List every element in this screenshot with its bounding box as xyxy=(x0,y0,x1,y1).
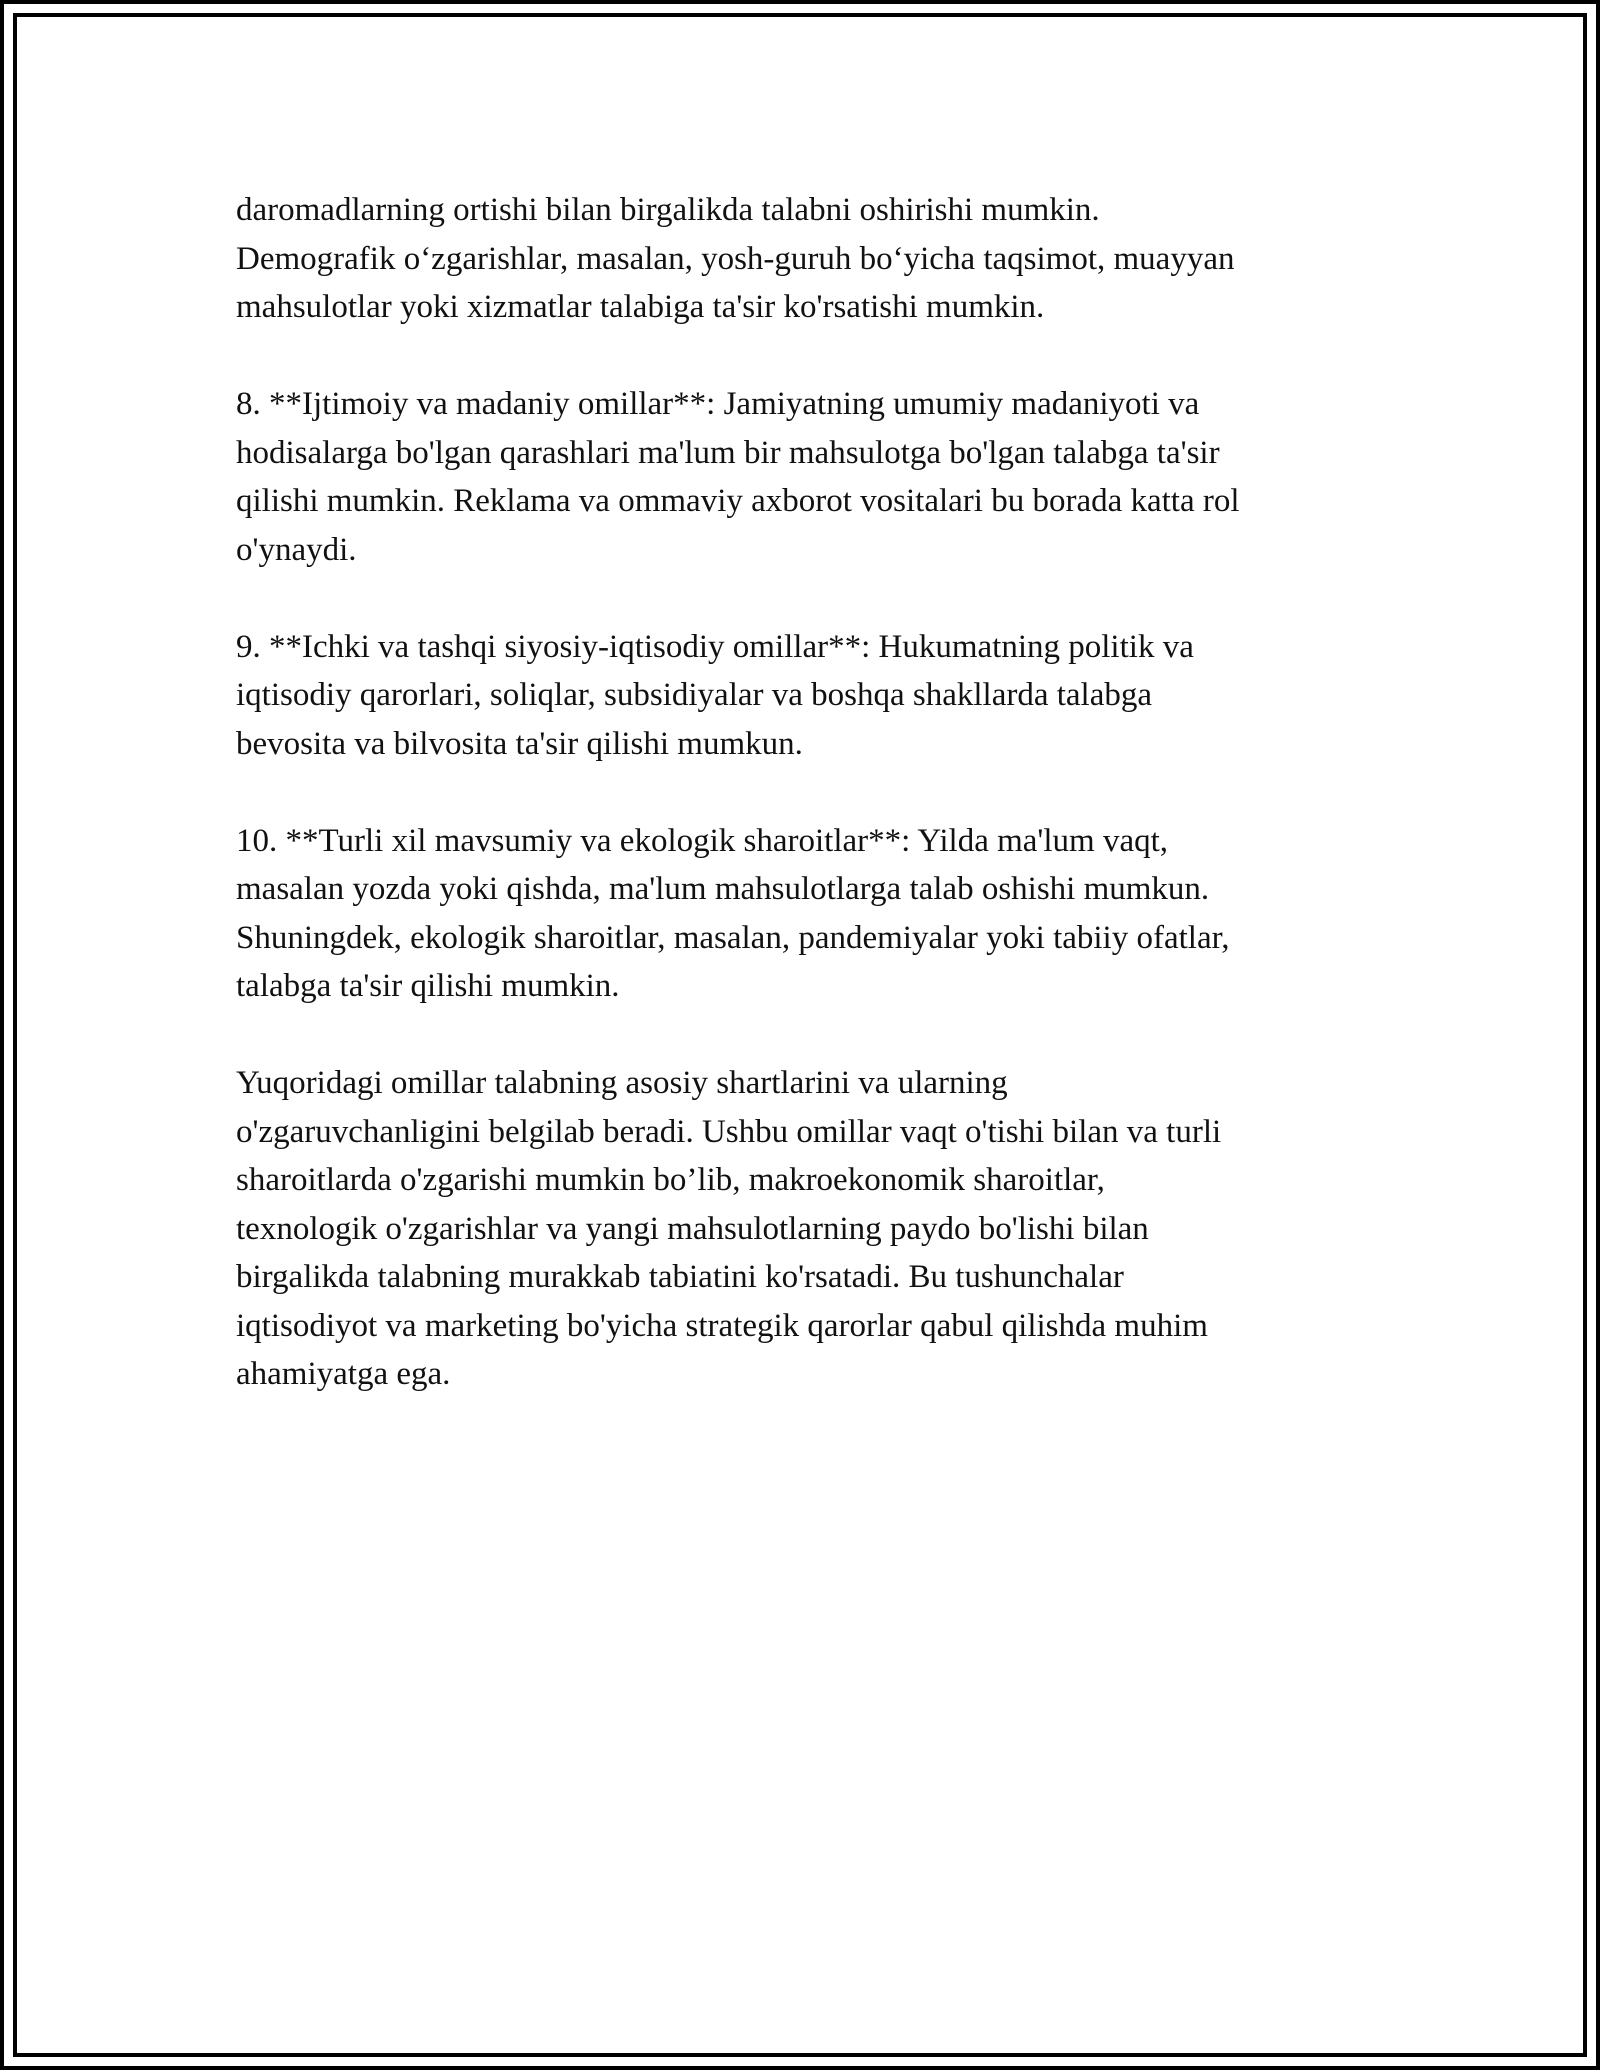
text-line: iqtisodiyot va marketing bo'yicha strategik qarorlar qabul qilishda muhim xyxy=(236,1307,1208,1344)
text-line: hodisalarga bo'lgan qarashlari ma'lum bir mahsulotga bo'lgan talabga ta'sir xyxy=(236,434,1220,471)
paragraph-item-10 xyxy=(236,817,1366,1011)
text-line: masalan yozda yoki qishda, ma'lum mahsulotlarga talab oshishi mumkun. xyxy=(236,871,1210,907)
paragraph-item-9 xyxy=(236,623,1366,769)
text-line: talabga ta'sir qilishi mumkin. xyxy=(236,968,620,1004)
text-line: mahsulotlar yoki xizmatlar talabiga ta'sir ko'rsatishi mumkin. xyxy=(236,289,1045,325)
text-line: 9. **Ichki va tashqi siyosiy-iqtisodiy omillar**: Hukumatning politik va xyxy=(236,628,1194,665)
text-line: 8. **Ijtimoiy va madaniy omillar**: Jamiyatning umumiy madaniyoti va xyxy=(236,386,1200,422)
document-body xyxy=(236,186,1366,1447)
text-line: iqtisodiy qarorlari, soliqlar, subsidiyalar va boshqa shakllarda talabga xyxy=(236,677,1153,713)
text-line: Shuningdek, ekologik sharoitlar, masalan, pandemiyalar yoki tabiiy ofatlar, xyxy=(236,919,1230,956)
text-line: o'ynaydi. xyxy=(236,531,357,568)
text-line: sharoitlarda o'zgarishi mumkin bo’lib, makroekonomik sharoitlar, xyxy=(236,1162,1105,1198)
text-line: birgalikda talabning murakkab tabiatini ko'rsatadi. Bu tushunchalar xyxy=(236,1259,1124,1295)
text-line: ahamiyatga ega. xyxy=(236,1356,451,1392)
text-line: Demografik o‘zgarishlar, masalan, yosh-guruh bo‘yicha taqsimot, muayyan xyxy=(236,240,1235,277)
text-line: qilishi mumkin. Reklama va ommaviy axborot vositalari bu borada katta rol xyxy=(236,483,1240,519)
paragraph-demographic-continuation xyxy=(236,186,1366,332)
paragraph-item-8 xyxy=(236,380,1366,574)
paragraph-conclusion xyxy=(236,1059,1366,1399)
text-line: o'zgaruvchanligini belgilab beradi. Ushbu omillar vaqt o'tishi bilan va turli xyxy=(236,1113,1222,1150)
text-line: daromadlarning ortishi bilan birgalikda talabni oshirishi mumkin. xyxy=(236,192,1100,228)
text-line: texnologik o'zgarishlar va yangi mahsulotlarning paydo bo'lishi bilan xyxy=(236,1210,1149,1247)
text-line: Yuqoridagi omillar talabning asosiy shartlarini va ularning xyxy=(236,1065,1008,1101)
text-line: 10. **Turli xil mavsumiy va ekologik sharoitlar**: Yilda ma'lum vaqt, xyxy=(236,822,1169,859)
text-line: bevosita va bilvosita ta'sir qilishi mumkun. xyxy=(236,725,803,762)
